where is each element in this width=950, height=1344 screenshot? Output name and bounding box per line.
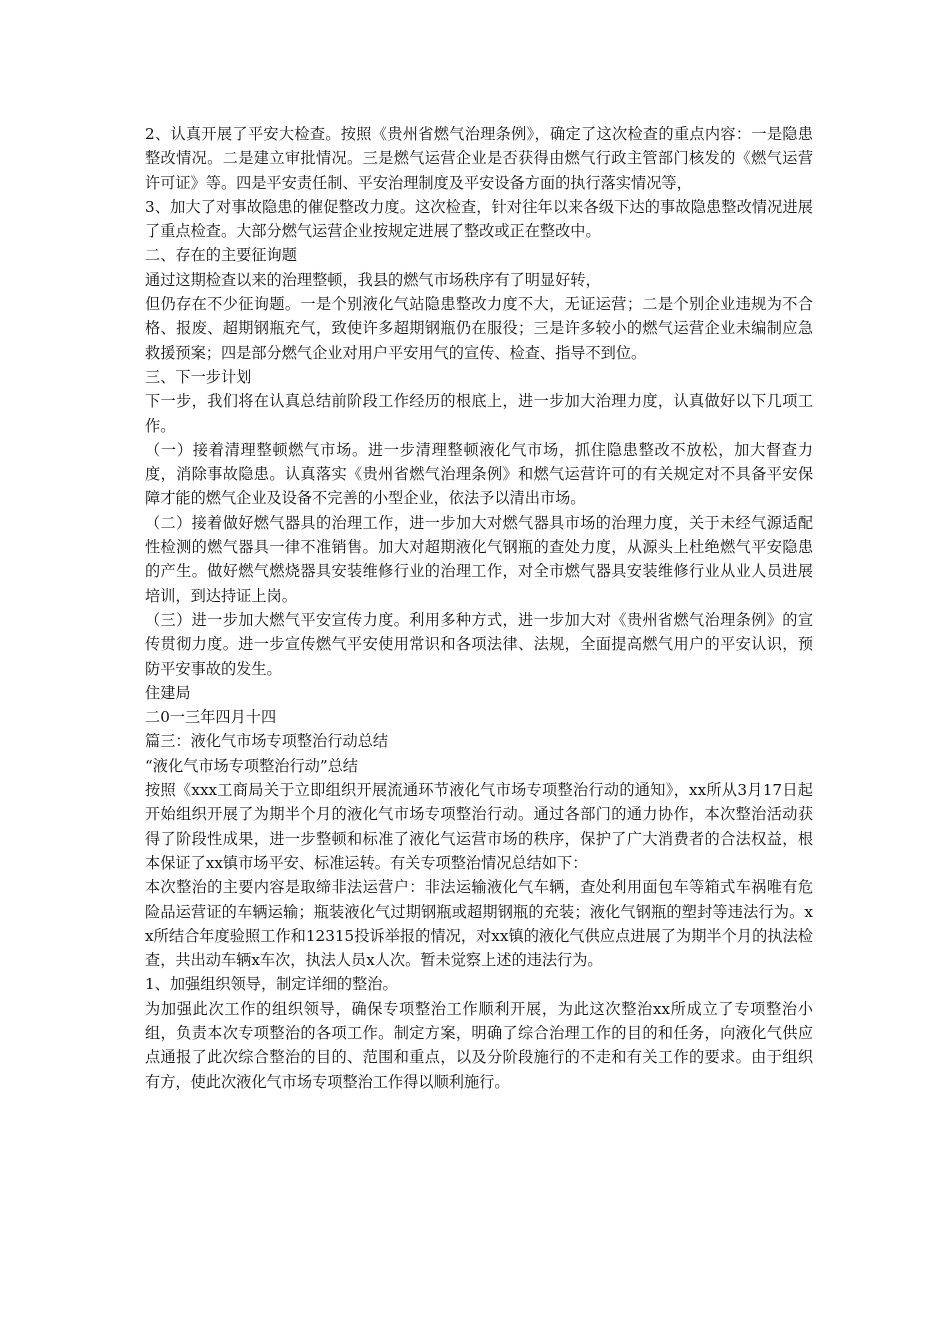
paragraph-market-improved: 通过这期检查以来的治理整顿，我县的燃气市场秩序有了明显好转， [145, 270, 601, 289]
signature-organization: 住建局 [145, 683, 191, 702]
signature-date: 二0一三年四月十四 [145, 708, 277, 727]
article-subtitle: “液化气市场专项整治行动”总结 [145, 756, 358, 775]
paragraph-plan-item-1: （一）接着清理整顿燃气市场。进一步清理整顿液化气市场，抓住隐患整改不放松，加大督查力度，消除事故隐患。认真落实《贵州省燃气治理条例》和燃气运营许可的有关规定对不具备平安保障才能的燃气企业及设备不完善的小型企业，依法予以清出市场。 [145, 440, 813, 508]
paragraph-plan-item-3: （三）进一步加大燃气平安宣传力度。利用多种方式，进一步加大对《贵州省燃气治理条例》的宣传贯彻力度。进一步宣传燃气平安使用常识和各项法律、法规，全面提高燃气用户的平安认识，预防平安事故的发生。 [145, 610, 813, 678]
paragraph-action-content: 本次整治的主要内容是取缔非法运营户：非法运输液化气车辆，查处利用面包车等箱式车祸唯有危险品运营证的车辆运输；瓶装液化气过期钢瓶或超期钢瓶的充装；液化气钢瓶的塑封等违法行为。xx所结合年度验照工作和12315投诉举报的情况，对xx镇的液化气供应点进展了为期半个月的执法检查，共出动车辆x车次，执法人员x人次。暂未觉察上述的违法行为。 [145, 878, 813, 970]
section-heading-next-plan: 三、下一步计划 [145, 367, 252, 386]
paragraph-hazard-rectification: 3、加大了对事故隐患的催促整改力度。这次检查，针对往年以来各级下达的事故隐患整改情况进展了重点检查。大部分燃气运营企业按规定进展了整改或正在整改中。 [145, 197, 813, 241]
document-body [145, 122, 813, 1094]
paragraph-safety-inspection: 2、认真开展了平安大检查。按照《贵州省燃气治理条例》，确定了这次检查的重点内容：一是隐患整改情况。二是建立审批情况。三是燃气运营企业是否获得由燃气行政主管部门核发的《燃气运营许可证》等。四是平安责任制、平安治理制度及平安设备方面的执行落实情况等， [145, 125, 813, 192]
paragraph-plan-item-2: （二）接着做好燃气器具的治理工作，进一步加大对燃气器具市场的治理力度，关于未经气源适配性检测的燃气器具一律不准销售。加大对超期液化气钢瓶的查处力度，从源头上杜绝燃气平安隐患的产生。做好燃气燃烧器具安装维修行业的治理工作，对全市燃气器具安装维修行业从业人员进展培训，到达持证上岗。 [145, 513, 813, 605]
section-heading-problems: 二、存在的主要征询题 [145, 246, 297, 265]
paragraph-action-intro: 按照《xxx工商局关于立即组织开展流通环节液化气市场专项整治行动的通知》，xx所从3月17日起开始组织开展了为期半个月的液化气市场专项整治行动。通过各部门的通力协作，本次整治活动获得了阶段性成果，进一步整顿和标准了液化气运营市场的秩序，保护了广大消费者的合法权益，根本保证了xx镇市场平安、标准运转。有关专项整治情况总结如下： [145, 781, 813, 872]
article-title: 篇三：液化气市场专项整治行动总结 [145, 732, 388, 751]
paragraph-next-step-intro: 下一步，我们将在认真总结前阶段工作经历的根底上，进一步加大治理力度，认真做好以下几项工作。 [145, 392, 813, 435]
paragraph-organization-detail: 为加强此次工作的组织领导，确保专项整治工作顺利开展，为此这次整治xx所成立了专项整治小组，负责本次专项整治的各项工作。制定方案，明确了综合治理工作的目的和任务，向液化气供应点通报了此次综合整治的目的、范围和重点，以及分阶段施行的不走和有关工作的要求。由于组织有方，使此次液化气市场专项整治工作得以顺利施行。 [145, 999, 813, 1091]
subheading-organization: 1、加强组织领导，制定详细的整治。 [145, 975, 398, 994]
paragraph-problems-list: 但仍存在不少征询题。一是个别液化气站隐患整改力度不大，无证运营；二是个别企业违规为不合格、报废、超期钢瓶充气，致使许多超期钢瓶仍在服役；三是许多较小的燃气运营企业未编制应急救援预案；四是部分燃气企业对用户平安用气的宣传、检查、指导不到位。 [145, 295, 813, 362]
